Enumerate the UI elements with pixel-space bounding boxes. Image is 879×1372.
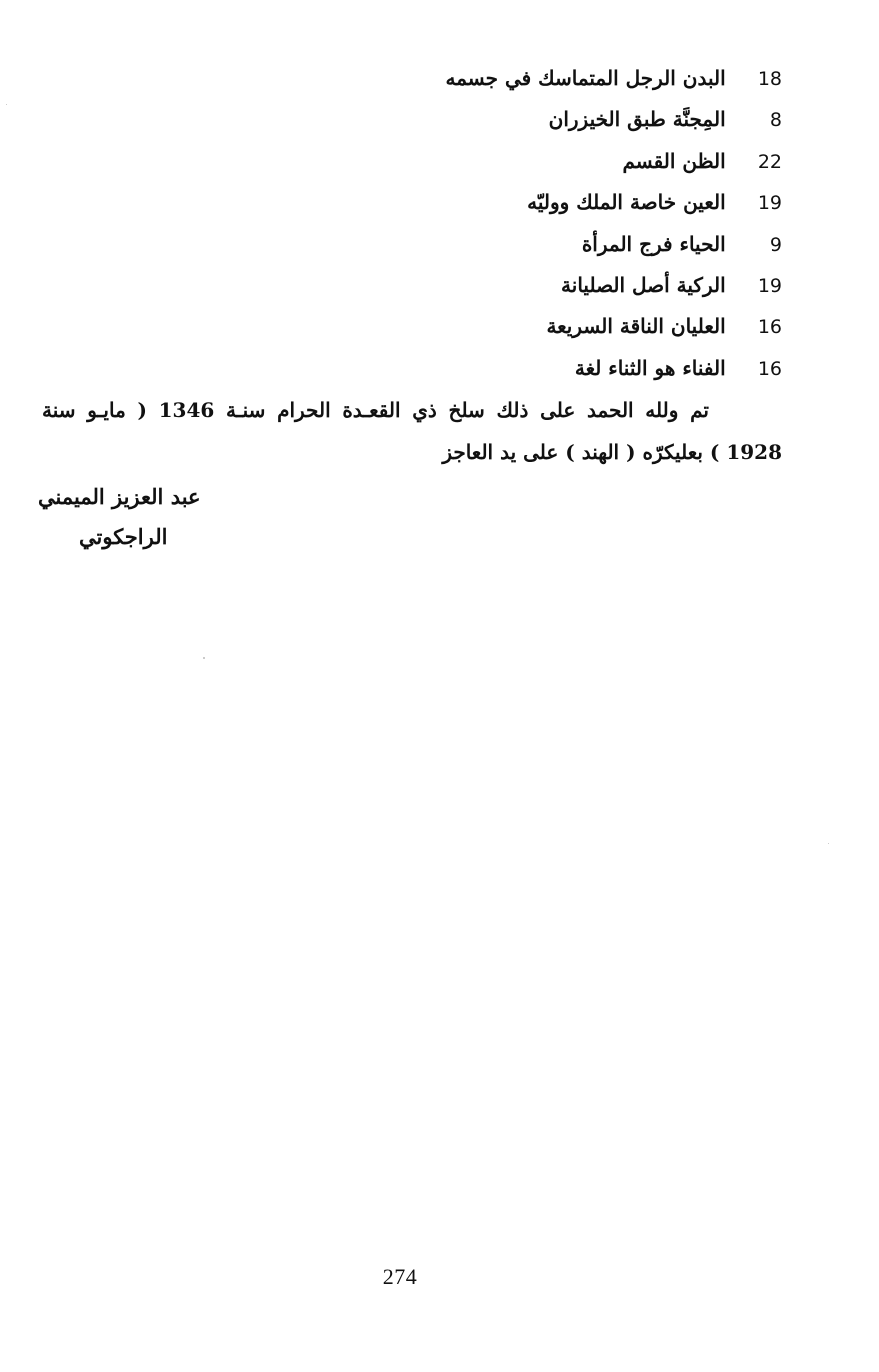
glossary-entry bbox=[362, 265, 782, 306]
glossary-entry bbox=[362, 306, 782, 347]
author-nisba: الراجكوتي bbox=[79, 524, 168, 549]
page-number: 274 bbox=[382, 1264, 418, 1289]
entry-text: المِجنَّة طبق الخيزران bbox=[548, 107, 726, 132]
glossary-entry bbox=[362, 141, 782, 182]
glossary-entry bbox=[362, 58, 782, 99]
colophon-paragraph bbox=[42, 389, 782, 473]
entry-text: العين خاصة الملك ووليّه bbox=[527, 190, 726, 215]
entry-text: الظن القسم bbox=[622, 148, 726, 173]
paper-speck bbox=[828, 843, 829, 844]
entry-page-number: 19 bbox=[757, 274, 782, 297]
entry-page-number: 22 bbox=[757, 150, 782, 173]
glossary-entry bbox=[362, 182, 782, 223]
entry-text: البدن الرجل المتماسك في جسمه bbox=[445, 66, 726, 90]
glossary-entry bbox=[362, 224, 782, 265]
entry-page-number: 8 bbox=[769, 109, 782, 132]
author-name: عبد العزيز الميمني bbox=[38, 484, 201, 509]
entry-page-number: 16 bbox=[757, 316, 782, 339]
glossary-entry bbox=[362, 348, 782, 389]
entry-text: الحياء فرج المرأة bbox=[581, 231, 726, 256]
entry-page-number: 18 bbox=[757, 68, 782, 90]
entry-text: الركية أصل الصليانة bbox=[561, 272, 726, 297]
entry-page-number: 19 bbox=[757, 192, 782, 215]
paper-speck bbox=[6, 104, 7, 105]
colophon-line: تم ولله الحمد على ذلك سلخ ذي القعـدة الحرام سنـة 1346 ( مايـو سنة bbox=[42, 398, 709, 422]
paper-speck bbox=[203, 657, 205, 659]
colophon-line: 1928 ) بعليكرّه ( الهند ) على يد العاجز bbox=[442, 440, 782, 464]
glossary-list bbox=[362, 58, 782, 389]
entry-text: الفناء هو الثناء لغة bbox=[574, 355, 726, 380]
entry-page-number: 16 bbox=[757, 357, 782, 380]
entry-page-number: 9 bbox=[769, 233, 782, 256]
entry-text: العليان الناقة السريعة bbox=[546, 314, 726, 339]
author-signature bbox=[38, 477, 238, 557]
glossary-entry bbox=[362, 99, 782, 140]
